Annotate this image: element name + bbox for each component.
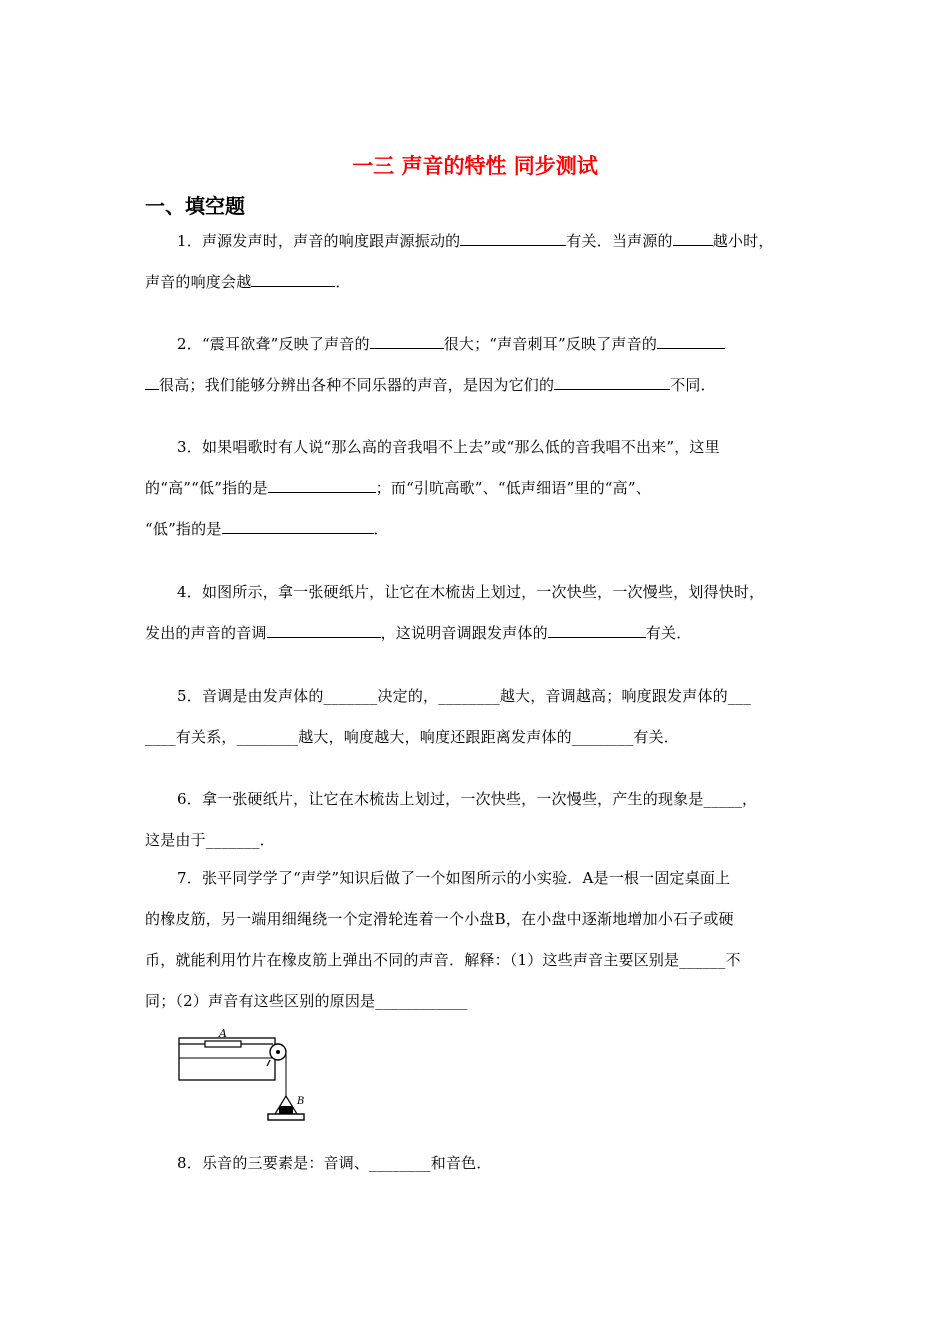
q7-text-c: 币，就能利用竹片在橡皮筋上弹出不同的声音．解释：（1）这些声音主要区别是______不 xyxy=(145,951,741,969)
q4-text-d: 有关． xyxy=(645,624,692,642)
q4-text-b: 发出的声音的音调 xyxy=(145,624,267,642)
q2-text-d: 不同． xyxy=(670,376,716,394)
question-5-line-2 xyxy=(145,717,815,758)
q5-text-b: ____有关系，________越大，响度越大，响度还跟距离发声体的________有关． xyxy=(145,728,680,746)
rubber-band-a xyxy=(205,1041,241,1047)
q2-blank-3[interactable] xyxy=(554,388,670,390)
question-4 xyxy=(145,572,815,613)
q6-text-a: 6．拿一张硬纸片，让它在木梳齿上划过，一次快些，一次慢些，产生的现象是_____， xyxy=(177,790,758,808)
question-3-line-2 xyxy=(145,468,815,509)
q1-text-d: 声音的响度会越 xyxy=(145,273,252,291)
q1-blank-1[interactable] xyxy=(460,244,566,246)
q3-text-c: ；而“引吭高歌”、“低声细语”里的“高”、 xyxy=(375,479,651,497)
q1-text-e: ． xyxy=(335,273,351,291)
q7-text-b: 的橡皮筋，另一端用细绳绕一个定滑轮连着一个小盘B，在小盘中逐渐地增加小石子或硬 xyxy=(145,910,734,928)
label-a: A xyxy=(219,1027,227,1040)
question-7-line-4 xyxy=(145,981,815,1022)
label-b: B xyxy=(297,1096,305,1107)
q6-text-b: 这是由于_______． xyxy=(145,831,275,849)
question-7 xyxy=(145,858,815,899)
q3-text-d: “低”指的是 xyxy=(145,520,222,538)
q8-text-a: 8．乐音的三要素是：音调、________和音色． xyxy=(177,1154,492,1172)
question-2 xyxy=(145,324,815,365)
pulley-axle xyxy=(276,1050,280,1054)
q1-blank-3[interactable] xyxy=(251,285,335,287)
q1-text-a: 1．声源发声时，声音的响度跟声源振动的 xyxy=(177,232,461,250)
q2-blank-2b[interactable] xyxy=(145,388,159,390)
q4-blank-1[interactable] xyxy=(267,636,381,638)
q3-blank-2[interactable] xyxy=(222,532,374,534)
question-4-line-2 xyxy=(145,613,815,654)
question-6-line-2 xyxy=(145,820,815,861)
q7-text-a: 7．张平同学学了“声学”知识后做了一个如图所示的小实验．A是一根一固定桌面上 xyxy=(177,869,731,887)
question-6 xyxy=(145,779,815,820)
q1-blank-2[interactable] xyxy=(673,244,713,246)
q3-text-b: 的“高”“低”指的是 xyxy=(145,479,268,497)
q3-text-a: 3．如果唱歌时有人说“那么高的音我唱不上去”或“那么低的音我唱不出来”，这里 xyxy=(177,438,720,456)
q2-blank-2a[interactable] xyxy=(657,347,725,349)
question-2-line-2 xyxy=(145,365,815,406)
section-heading: 一、填空题 xyxy=(145,194,245,218)
question-7-line-2 xyxy=(145,899,815,940)
question-5 xyxy=(145,676,815,717)
q1-text-b: 有关．当声源的 xyxy=(566,232,673,250)
q2-text-b: 很大；“声音刺耳”反映了声音的 xyxy=(443,335,658,353)
question-1 xyxy=(145,221,815,262)
q2-text-c: 很高；我们能够分辨出各种不同乐器的声音，是因为它们的 xyxy=(159,376,555,394)
pulley-mount xyxy=(267,1060,270,1066)
q4-blank-2[interactable] xyxy=(548,636,646,638)
q2-text-a: 2．“震耳欲聋”反映了声音的 xyxy=(177,335,370,353)
question-3-line-3 xyxy=(145,509,815,550)
pan-b xyxy=(268,1114,304,1120)
experiment-figure xyxy=(175,1022,315,1128)
q4-text-a: 4．如图所示，拿一张硬纸片，让它在木梳齿上划过，一次快些，一次慢些，划得快时， xyxy=(177,583,765,601)
question-8 xyxy=(145,1143,815,1184)
q3-blank-1[interactable] xyxy=(268,491,376,493)
q7-text-d: 同；（2）声音有这些区别的原因是____________ xyxy=(145,992,468,1010)
q5-text-a: 5．音调是由发声体的_______决定的，________越大，音调越高；响度跟发声体的___ xyxy=(177,687,751,705)
question-1-line-2 xyxy=(145,262,815,303)
q4-text-c: ，这说明音调跟发声体的 xyxy=(380,624,548,642)
q3-text-e: ． xyxy=(373,520,389,538)
question-7-line-3 xyxy=(145,940,815,981)
question-3 xyxy=(145,427,815,468)
page-title: 一三 声音的特性 同步测试 xyxy=(352,154,598,178)
weights xyxy=(279,1106,293,1114)
q1-text-c: 越小时， xyxy=(712,232,774,250)
q2-blank-1[interactable] xyxy=(370,347,444,349)
